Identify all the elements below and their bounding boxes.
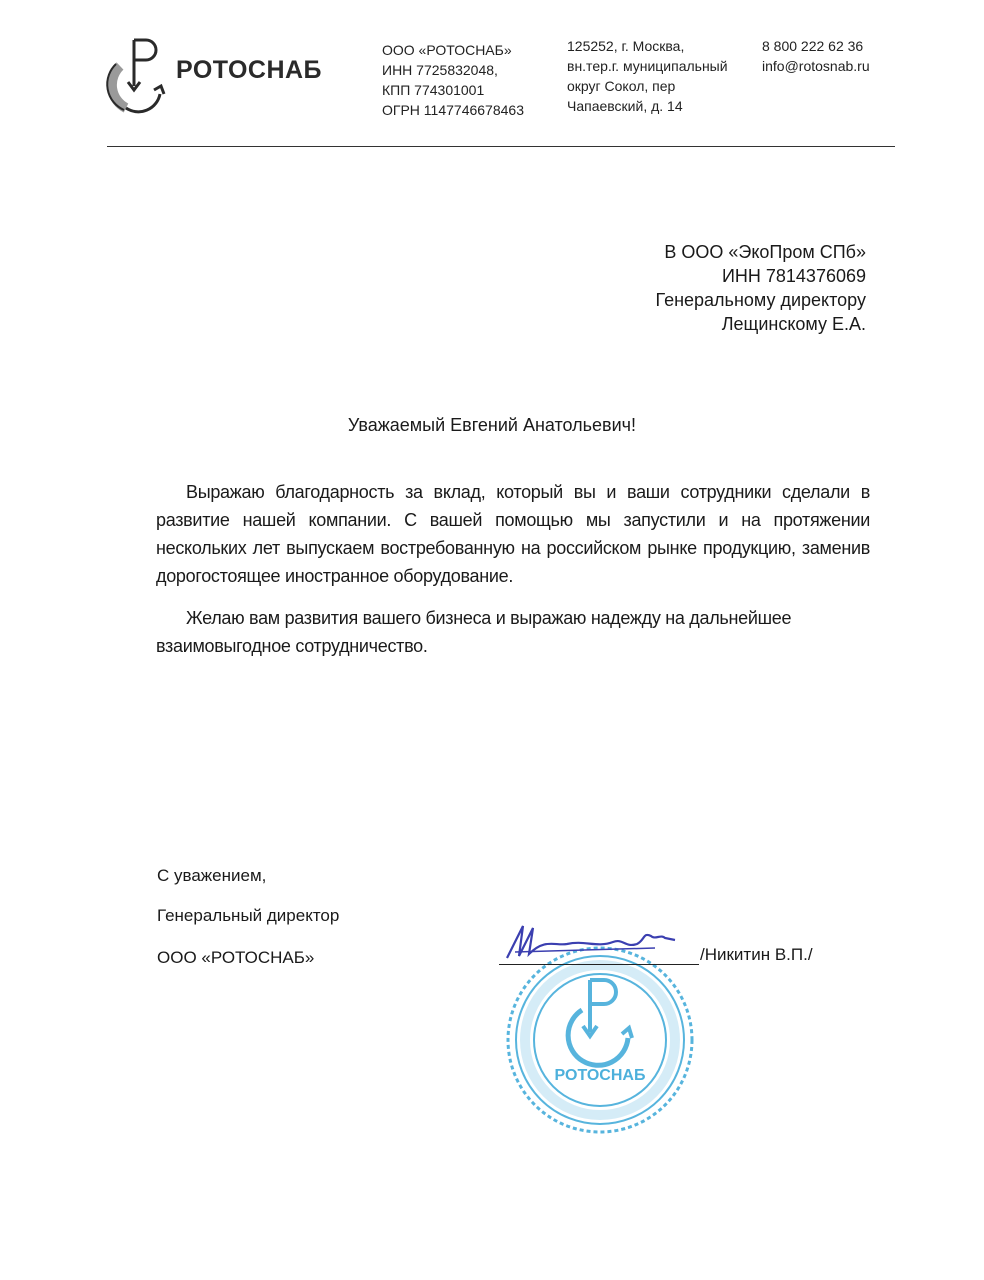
body-paragraph: Желаю вам развития вашего бизнеса и выражаю надежду на дальнейшее взаимовыгодное сотрудничество. <box>156 608 792 656</box>
addressee-block <box>656 240 866 336</box>
greeting: Уважаемый Евгений Анатольевич! <box>347 415 637 435</box>
letter-body <box>156 478 870 674</box>
closing-company: ООО «РОТОСНАБ» <box>157 948 315 967</box>
address-line: Чапаевский, д. 14 <box>567 98 683 114</box>
signature-icon <box>505 918 680 963</box>
addressee-line: ИНН 7814376069 <box>721 266 866 286</box>
company-kpp: КПП 774301001 <box>382 82 485 98</box>
addressee-line: В ООО «ЭкоПром СПб» <box>664 242 866 262</box>
company-stamp <box>490 940 710 1140</box>
rotosnab-logo-icon <box>104 36 174 116</box>
header-divider <box>107 146 895 147</box>
handwritten-signature <box>505 918 680 963</box>
company-ogrn: ОГРН 1147746678463 <box>382 102 524 118</box>
signature-line <box>499 964 699 965</box>
body-paragraph: Выражаю благодарность за вклад, который вы и ваши сотрудники сделали в развитие нашей компании. С вашей помощью мы запустили и на протяжении нескольких лет выпускаем востребованную на российском рынке продукцию, заменив дорогостоящее иностранное оборудование. <box>156 482 870 586</box>
company-inn: ИНН 7725832048, <box>382 62 498 78</box>
address-line: 125252, г. Москва, <box>567 38 685 54</box>
company-name: ООО «РОТОСНАБ» <box>382 42 512 58</box>
company-contacts <box>762 36 870 76</box>
signatory-name: /Никитин В.П./ <box>700 945 813 964</box>
addressee-line: Генеральному директору <box>655 290 866 310</box>
closing-position: Генеральный директор <box>157 906 340 925</box>
email-link[interactable]: info@rotosnab.ru <box>762 58 870 74</box>
address-line: вн.тер.г. муниципальный <box>567 58 728 74</box>
company-address <box>567 36 728 116</box>
stamp-center-text: РОТОСНАБ <box>554 1067 646 1084</box>
addressee-line: Лещинскому Е.А. <box>721 314 866 334</box>
phone-number: 8 800 222 62 36 <box>762 38 864 54</box>
closing-regards: С уважением, <box>157 866 267 885</box>
company-requisites <box>382 40 524 120</box>
address-line: округ Сокол, пер <box>567 78 676 94</box>
logo-wordmark: РОТОСНАБ <box>176 56 323 84</box>
stamp-seal-icon <box>490 940 710 1140</box>
